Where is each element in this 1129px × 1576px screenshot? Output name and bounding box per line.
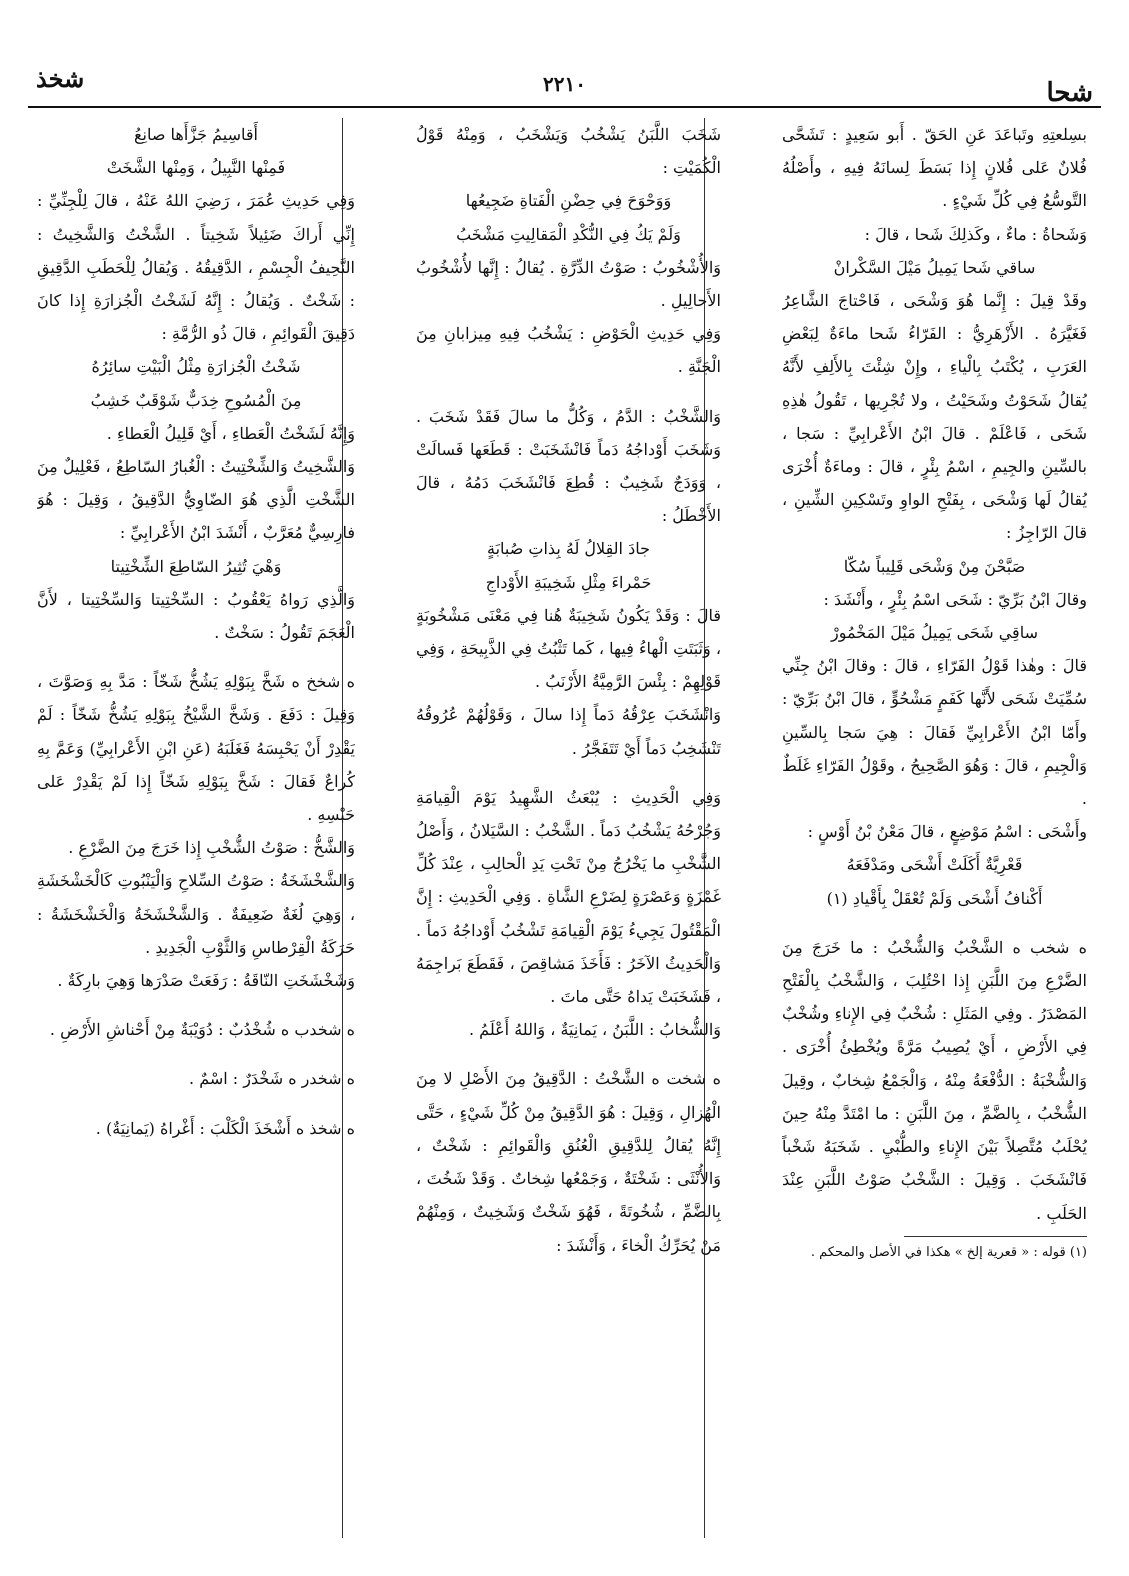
column-middle xyxy=(416,118,721,1553)
footnote-rule xyxy=(904,1236,1087,1237)
entry-paragraph: وَإِنَّهُ لَشَخْتُ الْعَطاءِ ، أَيْ قَلِيلُ الْعَطاءِ . xyxy=(106,423,355,443)
entry-paragraph: وَفِي حَدِيثِ الْحَوْضِ : يَشْخُبُ فِيهِ مِيزابانِ مِنَ الْجَنَّةِ . xyxy=(416,324,721,377)
entry-paragraph: وَشَخْشَخَتِ النّاقَةُ : رَفَعَتْ صَدْرَها وَهِيَ بارِكَةٌ . xyxy=(57,971,355,991)
verse-line: صَبَّحْنَ مِنْ وَشْحَى قَلِيباً سُكّا xyxy=(843,556,1026,576)
entry-paragraph: ه شخدب ه شُخْدُبٌ : دُوَيْبَةٌ مِنْ أَحْناشِ الأَرْضِ . xyxy=(49,1020,355,1040)
verse-line: جادَ القِلالُ لَهُ بِذاتِ صُبابَةٍ xyxy=(487,539,650,559)
column-right xyxy=(782,118,1087,1553)
verse-line: وَهْيَ تُثِيرُ السّاطِعَ الشِّخْتِيتا xyxy=(110,556,282,576)
verse-line: أَكْنافُ أَشْحَى وَلَمْ تُعْقَلْ بِأَقْيادِ (١) xyxy=(826,888,1043,908)
page-header xyxy=(28,62,1101,106)
entry-paragraph: وَالشَّخُّ : صَوْتُ الشُّخْبِ إِذا خَرَجَ مِنَ الضَّرْعِ . xyxy=(68,838,355,858)
entry-paragraph: وأَشْحَى : اسْمُ مَوْضِعٍ ، قالَ مَعْنُ بْنُ أَوْسٍ : xyxy=(807,822,1087,842)
entry-paragraph: ه شخخ ه شَخَّ بِبَوْلِهِ يَشُخُّ شَخّاً : مَدَّ بِهِ وَصَوَّتَ ، وَقِيلَ : دَفَعَ . وَشَخَّ الشَّيْخُ بِبَوْلِهِ يَشُخُّ شَخّاً : لَمْ يَقْدِرْ أَنْ يَحْبِسَهُ فَغَلَبَهُ (عَنِ ابْنِ الأَعْرابِيِّ) وَعَمَّ بِهِ كُراعٌ فَقالَ : شَخَّ بِبَوْلِهِ شَخّاً إِذا لَمْ يَقْدِرْ عَلى حَبْسِهِ . xyxy=(37,672,355,825)
entry-paragraph: قالَ : وهٰذا قَوْلُ الفَرّاءِ ، قالَ : وقالَ ابْنُ جِنِّي سُمِّيَتْ شَحَى لأَنَّها كَفَمٍ مَشْحُوٍّ ، قالَ ابْنُ بَرِّيّ : وأَمّا ابْنُ الأَعْرابِيِّ فَقالَ : هِيَ سَجا بِالسِّينِ وَالْجِيمِ ، قالَ : وَهُوَ الصَّحِيحُ ، وقَوْلُ الفَرّاءِ غَلَطٌ . xyxy=(782,656,1087,809)
entry-paragraph: ه شخت ه الشَّخْتُ : الدَّقِيقُ مِنَ الأَصْلِ لا مِنَ الْهُزالِ ، وَقِيلَ : هُوَ الدَّقِيقُ مِنْ كُلِّ شَيْءٍ ، حَتَّى إِنَّهُ يُقالُ لِلدَّقِيقِ الْعُنُقِ وَالْقَوائِمِ : شَخْتٌ ، وَالأُنْثَى : شَخْتَةٌ ، وَجَمْعُها شِخاتٌ . وَقَدْ شَخُتَ ، بِالضَّمِّ ، شُخُوتَةً ، فَهُوَ شَخْتٌ وَشَخِيتٌ ، وَمِنْهُمْ مَنْ يُحَرِّكُ الْخاءَ ، وَأَنْشَدَ : xyxy=(416,1069,721,1255)
verse-line: وَلَمْ يَكُ فِي النُّكْدِ الْمَقالِيتِ مَشْخَبُ xyxy=(456,224,681,244)
entry-paragraph: وقالَ ابْنُ بَرِّيّ : شَحَى اسْمُ بِئْرٍ ، وأَنْشَدَ : xyxy=(823,589,1087,609)
page-number: ٢٢١٠ xyxy=(543,72,586,96)
entry-paragraph: ه شخب ه الشَّخْبُ وَالشُّخْبُ : ما خَرَجَ مِنَ الضَّرْعِ مِنَ اللَّبَنِ إِذا احْتُلِبَ ، وَالشَّخْبُ بِالْفَتْحِ المَصْدَرُ . وفِي المَثَلِ : شُخْبٌ فِي الإِناءِ وشُخْبٌ فِي الأَرْضِ ، أَيْ يُصِيبُ مَرَّةً ويُخْطِئُ أُخْرَى . وَالشُّخْبَةُ : الدُّفْعَةُ مِنْهُ ، وَالْجَمْعُ شِخابٌ ، وقِيلَ الشُّخْبُ ، بِالضَّمِّ ، مِنَ اللَّبَنِ : ما امْتَدَّ مِنْهُ حِينَ يُحْلَبُ مُتَّصِلاً بَيْنَ الإِناءِ والطُّبْيِ . شَخَبَهُ شَخْباً فَانْشَخَبَ . وَقِيلَ : الشَّخْبُ صَوْتُ اللَّبَنِ عِنْدَ الحَلَبِ . xyxy=(782,937,1087,1223)
entry-paragraph: شَخَبَ اللَّبَنُ يَشْخُبُ وَيَشْخَبُ ، وَمِنْهُ قَوْلُ الْكُمَيْتِ : xyxy=(416,125,721,178)
entry-paragraph: ه شخدر ه شَخْدَرٌ : اسْمٌ . xyxy=(189,1069,355,1089)
verse-line: حَمْراءَ مِثْلِ شَخِيبَةِ الأَوْداجِ xyxy=(485,572,652,592)
entry-paragraph: ه شخذ ه أَشْخَذَ الْكَلْبَ : أَغْراهُ (يَمانِيَةٌ) . xyxy=(95,1118,355,1138)
entry-paragraph: وَفِي حَدِيثِ عُمَرَ ، رَضِيَ اللهُ عَنْهُ ، قالَ لِلْجِنِّيِّ : إِنِّي أَراكَ ضَئِيلاً شَخِيتاً . الشَّخْتُ وَالشَّخِيتُ : النَّحِيفُ الْجِسْمِ ، الدَّقِيقُهُ . وَيُقالُ لِلْحَطَبِ الدَّقِيقِ : شَخْتٌ . وَيُقالُ : إِنَّهُ لَشَخْتُ الْجُزارَةِ إِذا كانَ دَقِيقَ الْقَوائِمِ ، قالَ ذُو الرُّمَّةِ : xyxy=(37,191,355,344)
entry-paragraph: وَالشَّخِيتُ وَالشِّخْتِيتُ : الْغُبارُ السّاطِعُ ، فَعْلِيلٌ مِنَ الشَّخْتِ الَّذِي هُوَ الضّاوِيُّ الدَّقِيقُ ، وَقِيلَ : هُوَ فارِسِيٌّ مُعَرَّبٌ ، أَنْشَدَ ابْنُ الأَعْرابِيِّ : xyxy=(37,457,355,543)
entry-paragraph: وَالأُشْخُوبُ : صَوْتُ الدِّرَّةِ . يُقالُ : إِنَّها لأُشْخُوبُ الأَحالِيلِ . xyxy=(416,257,721,311)
entry-paragraph: وَفِي الْحَدِيثِ : يُبْعَثُ الشَّهِيدُ يَوْمَ الْقِيامَةِ وَجُرْحُهُ يَشْخُبُ دَماً . الشَّخْبُ : السَّيَلانُ ، وَأَصْلُ الشَّخْبِ ما يَخْرُجُ مِنْ تَحْتِ يَدِ الْحالِبِ ، عِنْدَ كُلِّ غَمْزَةٍ وَعَصْرَةٍ لِضَرْعِ الشَّاةِ . وَفِي الْحَدِيثِ : إِنَّ الْمَقْتُولَ يَجِيءُ يَوْمَ الْقِيامَةِ تَشْخُبُ أَوْداجُهُ دَماً . وَالْحَدِيثُ الآخَرُ : فَأَخَذَ مَشاقِصَ ، فَقَطَعَ بَراجِمَهُ ، فَشَخَبَتْ يَداهُ حَتَّى ماتَ . xyxy=(416,787,721,1007)
verse-line: أَقاسِيمُ جَزَّأَها صانِعُ xyxy=(134,125,258,144)
entry-paragraph: وَالشَّخْشَخَةُ : صَوْتُ السِّلاحِ وَالْيَنْبُوتِ كَالْخَشْخَشَةِ ، وَهِيَ لُغَةٌ ضَعِيفَةٌ . وَالشَّخْشَخَةُ وَالْخَشْخَشَةُ : حَرَكَةُ الْقِرْطاسِ وَالثَّوْبِ الْجَدِيدِ . xyxy=(37,871,355,957)
entry-paragraph: وَانْشَخَبَ عِرْقُهُ دَماً إِذا سالَ ، وَقَوْلُهُمْ عُرُوقُهُ تَنْشَخِبُ دَماً أَيْ تَتَفَجَّرُ . xyxy=(416,705,721,758)
footnote: (١) قوله : « قعرية إلخ » هكذا في الأصل والمحكم . xyxy=(810,1244,1087,1260)
entry-paragraph: بسِلعتِهِ وتَباعَدَ عَنِ الحَقّ . أَبو سَعِيدٍ : تَشَحَّى فُلانٌ عَلى فُلانٍ إِذا بَسَطَ لِسانَهُ فِيهِ ، وأَصْلُهُ التَّوسُّعُ فِي كُلِّ شَيْءٍ . xyxy=(782,125,1087,211)
entry-paragraph: وَالَّذِي رَواهُ يَعْقُوبُ : السِّخْتِيتا وَالسِّخْتِيتا ، لأَنَّ الْعَجَمَ تَقُولُ : سَخْتٌ . xyxy=(37,589,355,643)
verse-line: قَعْرِيَّةٌ أَكَلَتْ أَشْحَى ومَدْفَعَهُ xyxy=(846,855,1023,875)
entry-paragraph: وَالشَّخْبُ : الدَّمُ ، وَكُلُّ ما سالَ فَقَدْ شَخَبَ . وَشَخَبَ أَوْداجُهُ دَماً فَانْشَخَبَتْ : قَطَعَها فَسالَتْ ، وَوَدَجٌ شَخِيبٌ : قُطِعَ فَانْشَخَبَ دَمُهُ ، قالَ الأَخْطَلُ : xyxy=(416,406,721,526)
verse-line: مِنَ الْمُسُوحِ خِدَبٌّ شَوْقَبٌ خَشِبُ xyxy=(90,390,302,410)
header-left-word: شخذ xyxy=(36,64,85,93)
verse-line: وَوَحْوَحَ فِي حِضْنِ الْفَتاةِ ضَجِيعُها xyxy=(465,191,672,211)
verse-line: ساقي شَحا يَمِيلُ مَيْلَ السَّكْرانْ xyxy=(833,257,1036,277)
entry-paragraph: وَشَحاةُ : ماءٌ ، وكَذلِكَ شَحا ، قالَ : xyxy=(864,224,1087,244)
verse-line: شَخْتُ الْجُزارَةِ مِثْلُ الْبَيْتِ سائِرُهُ xyxy=(91,357,301,377)
entry-paragraph: وقَدْ قِيلَ : إِنَّما هُوَ وَشْحَى ، فَاحْتاجَ الشَّاعِرُ فَغَيَّرَهُ . الأَزْهَرِيُّ : الفَرّاءُ شَحا ماءَةٌ لِبَعْضِ العَرَبِ ، يُكْتَبُ بِالْياءِ ، وإِنْ شِئْتَ بِالأَلِفِ لأَنَّهُ يُقالُ شَحَوْتُ وشَحَيْتُ ، ولا تُجْرِيها ، تَقُولُ هٰذِهِ شَحَى ، فَاعْلَمْ . قالَ ابْنُ الأَعْرابِيِّ : سَجا ، بالسِّينِ والجِيمِ ، اسْمُ بِئْرٍ ، قالَ : وماءَةٌ أُخْرَى يُقالُ لَها وَشْحَى ، بِفَتْحِ الواوِ وتَسْكِينِ الشِّينِ ، قالَ الرّاجِزُ : xyxy=(782,291,1087,543)
verse-line: فَمِنْها النَّبِيلُ ، وَمِنْها الشَّخَتْ xyxy=(106,158,286,178)
header-right-word: شحا xyxy=(1046,78,1093,108)
column-left xyxy=(37,118,355,1553)
entry-paragraph: وَالشُّخابُ : اللَّبَنُ ، يَمانِيَةٌ ، وَاللهُ أَعْلَمُ . xyxy=(469,1020,721,1040)
verse-line: ساقِي شَحَى يَمِيلُ مَيْلَ المَخْمُورْ xyxy=(831,623,1038,643)
header-rule xyxy=(28,106,1101,108)
entry-paragraph: قالَ : وَقَدْ يَكُونُ شَخِيبَةٌ هُنا فِي مَعْنَى مَشْخُوبَةٍ ، وَثَبَتَتِ الْهاءُ فِيها ، كَما تَثْبُتُ فِي الذَّبِيحَةِ ، وَفِي قَوْلِهِمْ : بِئْسَ الرَّمِيَّةُ الأَرْنَبُ . xyxy=(416,605,721,692)
